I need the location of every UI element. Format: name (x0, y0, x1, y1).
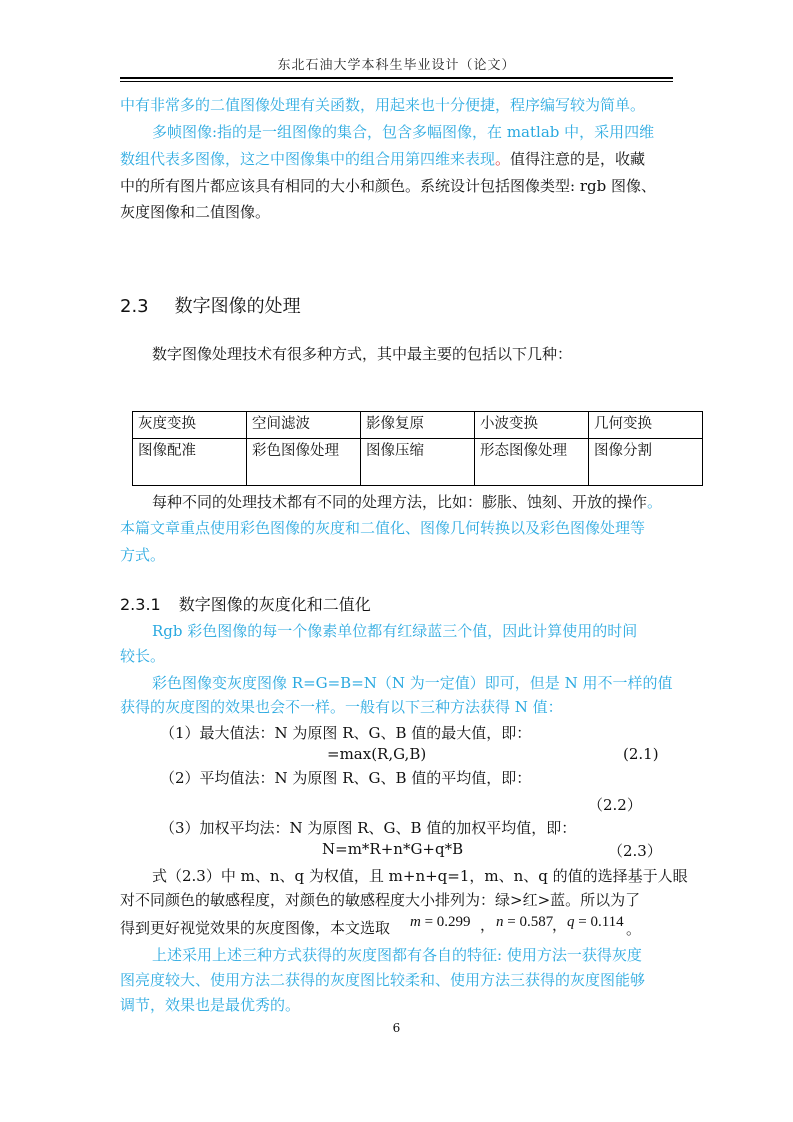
para5-line1-b: N 用不一样的值 (564, 674, 673, 692)
table-cell: 影像复原 (361, 412, 475, 439)
para5-line2: 获得的灰度图的效果也会不一样。一般有以下三种方法获得 N 值： (120, 698, 563, 716)
para3-line3: 方式。 (120, 546, 166, 564)
table-cell: 彩色图像处理 (247, 439, 361, 486)
techniques-table (132, 411, 703, 486)
section-heading (120, 292, 301, 318)
para2-line4: 灰度图像和二值图像。 (120, 203, 271, 221)
equation-number-2-1: (2.1) (623, 745, 659, 763)
sentence-end: 。 (626, 922, 642, 938)
header-rule-thin (120, 81, 673, 82)
subsection-heading (120, 592, 371, 615)
para3-line1 (152, 492, 673, 512)
table-cell: 灰度变换 (133, 412, 247, 439)
intro-line: 数字图像处理技术有很多种方式，其中最主要的包括以下几种： (152, 345, 573, 363)
para7-line2: 图亮度较大、使用方法二获得的灰度图比较柔和、使用方法三获得的灰度图能够 (120, 971, 646, 989)
table-row (133, 439, 703, 486)
n-value: n = 0.587 (496, 914, 554, 930)
formula-2-1: =max(R,G,B) (327, 745, 427, 763)
q-value: q = 0.114 (567, 914, 624, 930)
para4-line2: 较长。 (120, 647, 166, 665)
subsection-number: 2.3.1 (120, 595, 161, 614)
para6-line1: 式（2.3）中 m、n、q 为权值，且 m+n+q=1，m、n、q 的值的选择基于人眼 (152, 867, 688, 885)
table-row (133, 412, 703, 439)
table-cell: 形态图像处理 (475, 439, 589, 486)
para6-line2: 对不同颜色的敏感程度，对颜色的敏感程度大小排列为：绿>红>蓝。所以为了 (120, 891, 641, 909)
method2-line: （2）平均值法：N 为原图 R、G、B 值的平均值，即： (160, 769, 532, 787)
para4-line1: Rgb 彩色图像的每一个像素单位都有红绿蓝三个值，因此计算使用的时间 (152, 622, 638, 640)
sep-1: ， (480, 918, 496, 934)
para5-line1-a: 彩色图像变灰度图像 R=G=B=N（N 为一定值）即可，但是 (152, 674, 565, 692)
table-cell: 空间滤波 (247, 412, 361, 439)
para6-line3: 得到更好视觉效果的灰度图像，本文选取 (120, 919, 391, 937)
running-header: 东北石油大学本科生毕业设计（论文） (277, 58, 516, 73)
para3-line2: 本篇文章重点使用彩色图像的灰度和二值化、图像几何转换以及彩色图像处理等 (120, 519, 646, 537)
para7-line3: 调节，效果也是最优秀的。 (120, 996, 301, 1014)
para2-line2-red: 。 (495, 150, 511, 168)
section-title: 数字图像的处理 (174, 296, 301, 317)
para2-line2-blue: 数组代表多图像，这之中图像集中的组合用第四维来表现 (120, 150, 496, 168)
para3-line1-blue: 。 (647, 493, 663, 511)
page-number: 6 (392, 1021, 401, 1035)
section-number: 2.3 (120, 296, 149, 317)
header-rule-thick (120, 77, 673, 79)
para2-line2 (120, 149, 673, 169)
table-cell: 图像分割 (589, 439, 703, 486)
table-cell: 小波变换 (475, 412, 589, 439)
m-value: m = 0.299 (410, 914, 471, 930)
table-cell: 几何变换 (589, 412, 703, 439)
table-cell: 图像配准 (133, 439, 247, 486)
table-cell: 图像压缩 (361, 439, 475, 486)
para3-line1-black: 每种不同的处理技术都有不同的处理方法，比如：膨胀、蚀刻、开放的操作 (152, 493, 648, 511)
para1-line: 中有非常多的二值图像处理有关函数，用起来也十分便捷，程序编写较为简单。 (120, 96, 646, 114)
para2-line3: 中的所有图片都应该具有相同的大小和颜色。系统设计包括图像类型: rgb 图像、 (120, 177, 656, 195)
method3-line: （3）加权平均法：N 为原图 R、G、B 值的加权平均值，即： (160, 819, 577, 837)
para2-line1: 多帧图像:指的是一组图像的集合，包含多幅图像，在 matlab 中，采用四维 (152, 123, 655, 141)
para2-line2-black: 值得注意的是，收藏 (510, 150, 646, 168)
formula-2-3: N=m*R+n*G+q*B (322, 840, 464, 858)
subsection-title: 数字图像的灰度化和二值化 (178, 595, 371, 614)
equation-number-2-3: （2.3） (608, 842, 662, 860)
equation-number-2-2: （2.2） (588, 796, 642, 814)
para5-line1 (152, 673, 673, 693)
sep-2: ， (552, 918, 568, 934)
para7-line1: 上述采用上述三种方式获得的灰度图都有各自的特征: 使用方法一获得灰度 (152, 946, 642, 964)
method1-line: （1）最大值法：N 为原图 R、G、B 值的最大值，即： (160, 724, 532, 742)
